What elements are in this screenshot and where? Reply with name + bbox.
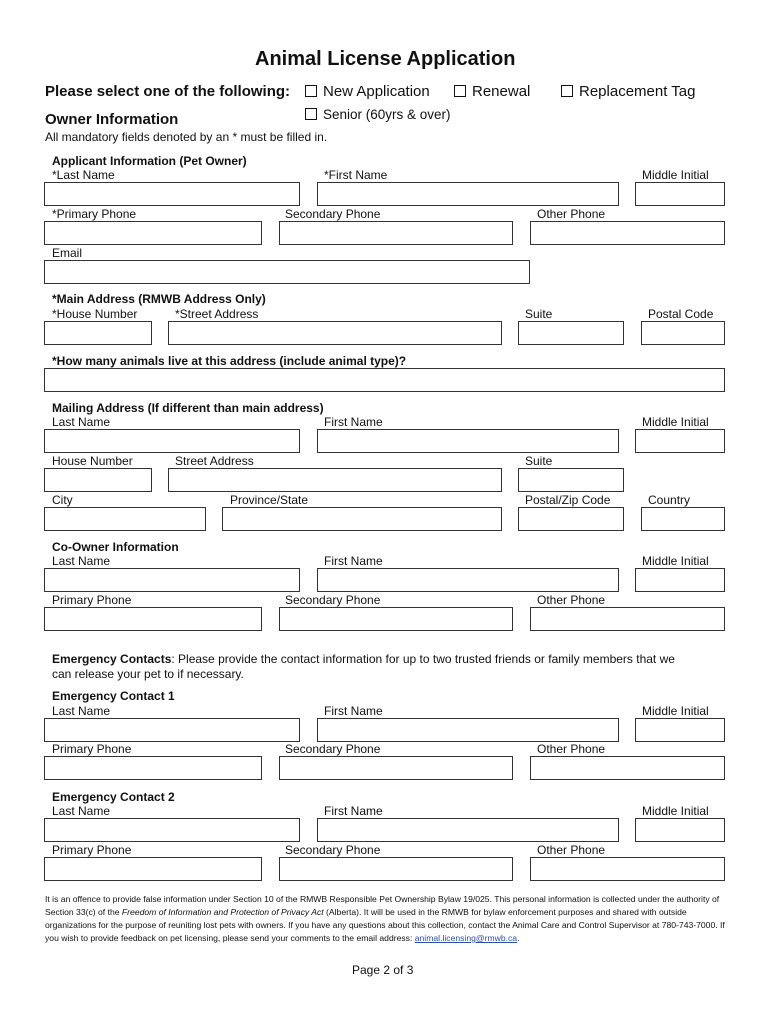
- coowner-heading: Co-Owner Information: [52, 540, 179, 554]
- mailing-country-input[interactable]: [641, 507, 725, 531]
- applicant-email-input[interactable]: [44, 260, 530, 284]
- coowner-other-phone-label: Other Phone: [537, 593, 606, 607]
- page-title: Animal License Application: [255, 48, 516, 70]
- main-street-address-input[interactable]: [168, 321, 502, 345]
- emergency2-first-name-label: First Name: [324, 804, 383, 818]
- replacement-tag-checkbox[interactable]: [561, 85, 573, 97]
- new-application-option[interactable]: [305, 83, 430, 100]
- mailing-middle-initial-input[interactable]: [635, 429, 725, 453]
- mailing-city-input[interactable]: [44, 507, 206, 531]
- emergency-intro-line1: [52, 652, 675, 666]
- applicant-heading: Applicant Information (Pet Owner): [52, 154, 247, 168]
- emergency-text-line2: can release your pet to if necessary.: [52, 667, 244, 681]
- coowner-secondary-phone-label: Secondary Phone: [285, 593, 381, 607]
- emergency1-first-name-label: First Name: [324, 704, 383, 718]
- animals-input[interactable]: [44, 368, 725, 392]
- emergency2-first-name-input[interactable]: [317, 818, 619, 842]
- coowner-last-name-input[interactable]: [44, 568, 300, 592]
- mailing-suite-input[interactable]: [518, 468, 624, 492]
- senior-checkbox[interactable]: [305, 108, 317, 120]
- mailing-heading: Mailing Address (If different than main address): [52, 401, 324, 415]
- emergency1-other-phone-input[interactable]: [530, 756, 725, 780]
- emergency2-secondary-phone-label: Secondary Phone: [285, 843, 381, 857]
- applicant-other-phone-input[interactable]: [530, 221, 725, 245]
- mailing-middle-initial-label: Middle Initial: [642, 415, 709, 429]
- mailing-street-address-input[interactable]: [168, 468, 502, 492]
- applicant-middle-initial-label: Middle Initial: [642, 168, 709, 182]
- mailing-country-label: Country: [648, 493, 691, 507]
- applicant-last-name-label: *Last Name: [52, 168, 115, 182]
- main-suite-input[interactable]: [518, 321, 624, 345]
- applicant-secondary-phone-input[interactable]: [279, 221, 513, 245]
- mailing-suite-label: Suite: [525, 454, 553, 468]
- main-suite-label: Suite: [525, 307, 553, 321]
- coowner-secondary-phone-input[interactable]: [279, 607, 513, 631]
- coowner-first-name-label: First Name: [324, 554, 383, 568]
- mailing-province-label: Province/State: [230, 493, 309, 507]
- page-number: Page 2 of 3: [352, 963, 414, 977]
- privacy-notice-part1: It is an offence to provide false information under Section 10 of the RMWB Responsible Pet Ownership Bylaw 19/025. This personal information is collected under the authority of Section 33(c) of the: [45, 894, 720, 917]
- privacy-notice-part2: (Alberta). It will be used in the RMWB for bylaw enforcement purposes and shared with outside organizations for the purpose of reuniting lost pets with owners. If you have any questions about this collection, contact the Animal Care and Control Supervisor at 780-743-7000. If you wish to provide feedback on pet licensing, please send your comments to the email address:: [45, 907, 725, 943]
- coowner-primary-phone-label: Primary Phone: [52, 593, 132, 607]
- emergency1-other-phone-label: Other Phone: [537, 742, 606, 756]
- privacy-notice: [45, 893, 725, 945]
- emergency1-primary-phone-input[interactable]: [44, 756, 262, 780]
- emergency1-last-name-input[interactable]: [44, 718, 300, 742]
- emergency2-last-name-input[interactable]: [44, 818, 300, 842]
- mandatory-note: All mandatory fields denoted by an * must be filled in.: [45, 130, 328, 144]
- mailing-house-number-label: House Number: [52, 454, 133, 468]
- main-house-number-input[interactable]: [44, 321, 152, 345]
- applicant-primary-phone-input[interactable]: [44, 221, 262, 245]
- mailing-first-name-label: First Name: [324, 415, 383, 429]
- renewal-option[interactable]: [454, 83, 530, 100]
- emergency1-middle-initial-label: Middle Initial: [642, 704, 709, 718]
- main-postal-code-label: Postal Code: [648, 307, 714, 321]
- mailing-postal-zip-label: Postal/Zip Code: [525, 493, 611, 507]
- senior-option[interactable]: [305, 107, 451, 122]
- emergency2-other-phone-label: Other Phone: [537, 843, 606, 857]
- main-postal-code-input[interactable]: [641, 321, 725, 345]
- emergency2-primary-phone-label: Primary Phone: [52, 843, 132, 857]
- select-prompt: Please select one of the following:: [45, 83, 291, 100]
- emergency2-last-name-label: Last Name: [52, 804, 111, 818]
- main-street-address-label: *Street Address: [175, 307, 259, 321]
- animals-question: *How many animals live at this address (include animal type)?: [52, 354, 407, 368]
- applicant-last-name-input[interactable]: [44, 182, 300, 206]
- mailing-city-label: City: [52, 493, 73, 507]
- emergency1-secondary-phone-input[interactable]: [279, 756, 513, 780]
- applicant-secondary-phone-label: Secondary Phone: [285, 207, 381, 221]
- emergency1-secondary-phone-label: Secondary Phone: [285, 742, 381, 756]
- coowner-middle-initial-input[interactable]: [635, 568, 725, 592]
- emergency1-heading: Emergency Contact 1: [52, 689, 175, 703]
- mailing-first-name-input[interactable]: [317, 429, 619, 453]
- owner-heading: Owner Information: [45, 111, 179, 128]
- applicant-other-phone-label: Other Phone: [537, 207, 606, 221]
- applicant-primary-phone-label: *Primary Phone: [52, 207, 137, 221]
- emergency2-heading: Emergency Contact 2: [52, 790, 175, 804]
- mailing-house-number-input[interactable]: [44, 468, 152, 492]
- main-address-heading: *Main Address (RMWB Address Only): [52, 292, 266, 306]
- emergency2-other-phone-input[interactable]: [530, 857, 725, 881]
- emergency2-secondary-phone-input[interactable]: [279, 857, 513, 881]
- mailing-street-address-label: Street Address: [175, 454, 254, 468]
- senior-label: Senior (60yrs & over): [323, 107, 451, 122]
- mailing-province-input[interactable]: [222, 507, 502, 531]
- coowner-middle-initial-label: Middle Initial: [642, 554, 709, 568]
- mailing-last-name-label: Last Name: [52, 415, 111, 429]
- privacy-notice-period: .: [517, 933, 520, 943]
- emergency1-first-name-input[interactable]: [317, 718, 619, 742]
- renewal-checkbox[interactable]: [454, 85, 466, 97]
- applicant-first-name-label: *First Name: [324, 168, 388, 182]
- emergency1-primary-phone-label: Primary Phone: [52, 742, 132, 756]
- new-application-checkbox[interactable]: [305, 85, 317, 97]
- mailing-last-name-input[interactable]: [44, 429, 300, 453]
- applicant-first-name-input[interactable]: [317, 182, 619, 206]
- main-house-number-label: *House Number: [52, 307, 138, 321]
- coowner-other-phone-input[interactable]: [530, 607, 725, 631]
- emergency-text-line1: : Please provide the contact information for up to two trusted friends or family members that we: [171, 652, 675, 666]
- coowner-last-name-label: Last Name: [52, 554, 111, 568]
- renewal-label: Renewal: [472, 83, 531, 100]
- coowner-primary-phone-input[interactable]: [44, 607, 262, 631]
- privacy-act-name: Freedom of Information and Protection of Privacy Act: [121, 907, 324, 917]
- emergency2-middle-initial-input[interactable]: [635, 818, 725, 842]
- emergency1-last-name-label: Last Name: [52, 704, 111, 718]
- replacement-tag-label: Replacement Tag: [579, 83, 696, 100]
- emergency2-middle-initial-label: Middle Initial: [642, 804, 709, 818]
- emergency-label: Emergency Contacts: [52, 652, 172, 666]
- applicant-middle-initial-input[interactable]: [635, 182, 725, 206]
- emergency1-middle-initial-input[interactable]: [635, 718, 725, 742]
- applicant-email-label: Email: [52, 246, 83, 260]
- licensing-email-link[interactable]: animal.licensing@rmwb.ca: [414, 933, 518, 943]
- mailing-postal-zip-input[interactable]: [518, 507, 624, 531]
- replacement-tag-option[interactable]: [561, 83, 695, 100]
- coowner-first-name-input[interactable]: [317, 568, 619, 592]
- new-application-label: New Application: [323, 83, 430, 100]
- emergency2-primary-phone-input[interactable]: [44, 857, 262, 881]
